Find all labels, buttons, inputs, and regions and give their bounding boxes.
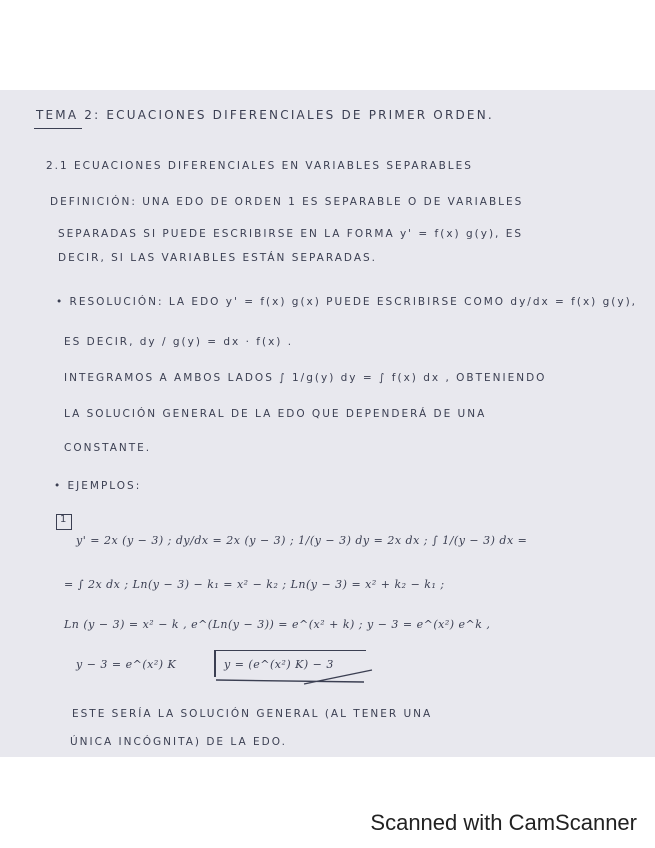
resolution-line-1: • RESOLUCIÓN: LA EDO y' = f(x) g(x) PUEDE ESCRIBIRSE COMO dy/dx = f(x) g(y), bbox=[56, 296, 638, 308]
resolution-line-5: CONSTANTE. bbox=[64, 442, 152, 454]
example-equation-1: y' = 2x (y − 3) ; dy/dx = 2x (y − 3) ; 1/(y − 3) dy = 2x dx ; ∫ 1/(y − 3) dx = bbox=[76, 534, 528, 547]
example-equation-4: y − 3 = e^(x²) K bbox=[76, 658, 177, 671]
page-title: TEMA 2: ECUACIONES DIFERENCIALES DE PRIMER ORDEN. bbox=[36, 108, 494, 122]
definition-line-1: DEFINICIÓN: UNA EDO DE ORDEN 1 ES SEPARABLE O DE VARIABLES bbox=[50, 196, 524, 208]
example-equation-3: Ln (y − 3) = x² − k , e^(Ln(y − 3)) = e^(x² + k) ; y − 3 = e^(x²) e^k , bbox=[64, 618, 491, 631]
section-heading: 2.1 ECUACIONES DIFERENCIALES EN VARIABLES SEPARABLES bbox=[46, 160, 473, 172]
definition-line-2: SEPARADAS SI PUEDE ESCRIBIRSE EN LA FORMA y' = f(x) g(y), ES bbox=[58, 228, 524, 240]
closing-line-2: ÚNICA INCÓGNITA) DE LA EDO. bbox=[70, 736, 287, 748]
examples-heading: • EJEMPLOS: bbox=[54, 480, 142, 492]
boxed-answer: y = (e^(x²) K) − 3 bbox=[224, 658, 334, 671]
resolution-line-4: LA SOLUCIÓN GENERAL DE LA EDO QUE DEPENDERÁ DE UNA bbox=[64, 408, 487, 420]
example-number: 1 bbox=[60, 514, 69, 525]
resolution-line-3: INTEGRAMOS A AMBOS LADOS ∫ 1/g(y) dy = ∫ f(x) dx , OBTENIENDO bbox=[64, 372, 547, 384]
definition-line-3: DECIR, SI LAS VARIABLES ESTÁN SEPARADAS. bbox=[58, 252, 378, 264]
title-underline bbox=[34, 128, 82, 129]
example-equation-2: = ∫ 2x dx ; Ln(y − 3) − k₁ = x² − k₂ ; Ln(y − 3) = x² + k₂ − k₁ ; bbox=[64, 578, 445, 591]
scanned-page bbox=[0, 90, 655, 757]
answer-underline-stroke bbox=[214, 668, 374, 688]
closing-line-1: ESTE SERÍA LA SOLUCIÓN GENERAL (AL TENER UNA bbox=[72, 708, 433, 720]
resolution-line-2: ES DECIR, dy / g(y) = dx · f(x) . bbox=[64, 336, 294, 348]
camscanner-watermark: Scanned with CamScanner bbox=[370, 810, 637, 835]
